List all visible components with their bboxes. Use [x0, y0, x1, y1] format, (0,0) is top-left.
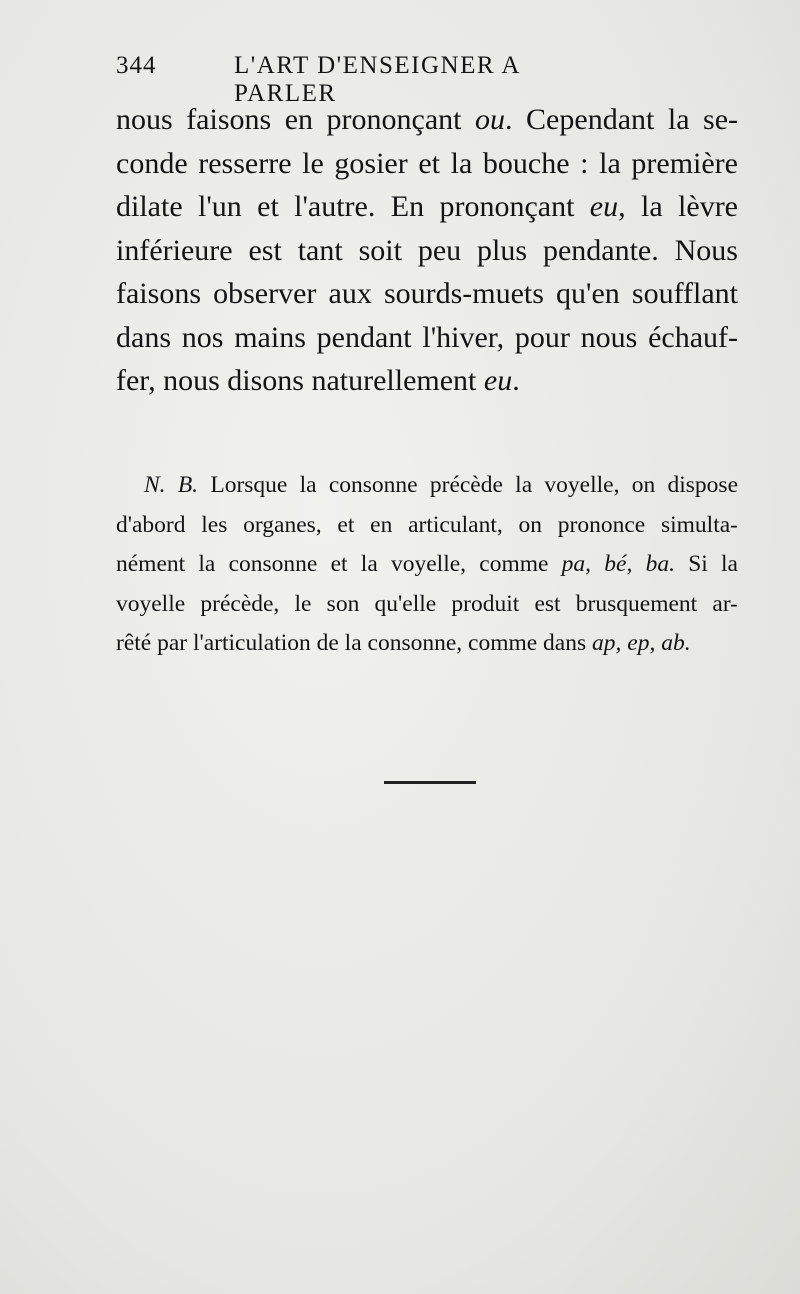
footnote-line: nément la consonne et la voyelle, comme pa, bé, ba. Si la: [116, 551, 738, 577]
footnote-line: voyelle précède, le son qu'elle produit est brusquement ar-: [116, 590, 738, 617]
page-number: 344: [116, 52, 157, 79]
footnote-line: N. B. Lorsque la consonne précède la voyelle, on dispose: [144, 472, 739, 498]
footnote-line: rêté par l'articulation de la consonne, comme dans ap, ep, ab.: [116, 630, 691, 656]
text-line: conde resserre le gosier et la bouche : la première: [116, 146, 738, 180]
text-line: faisons observer aux sourds-muets qu'en soufflant: [116, 277, 738, 310]
text-line: fer, nous disons naturellement eu.: [116, 364, 520, 397]
page-header: [116, 52, 616, 107]
running-title: L'ART D'ENSEIGNER A PARLER: [234, 52, 520, 107]
text-line: dans nos mains pendant l'hiver, pour nous échauf-: [116, 320, 738, 354]
section-divider: [384, 781, 476, 784]
text-line: nous faisons en prononçant ou. Cependant la se-: [116, 103, 739, 136]
text-line: inférieure est tant soit peu plus pendante. Nous: [116, 233, 738, 267]
footnote: [116, 466, 738, 664]
text-line: dilate l'un et l'autre. En prononçant eu, la lèvre: [116, 190, 738, 223]
note-label: N. B.: [144, 472, 199, 498]
main-paragraph: [116, 98, 738, 403]
footnote-line: d'abord les organes, et en articulant, on prononce simulta-: [116, 511, 738, 538]
